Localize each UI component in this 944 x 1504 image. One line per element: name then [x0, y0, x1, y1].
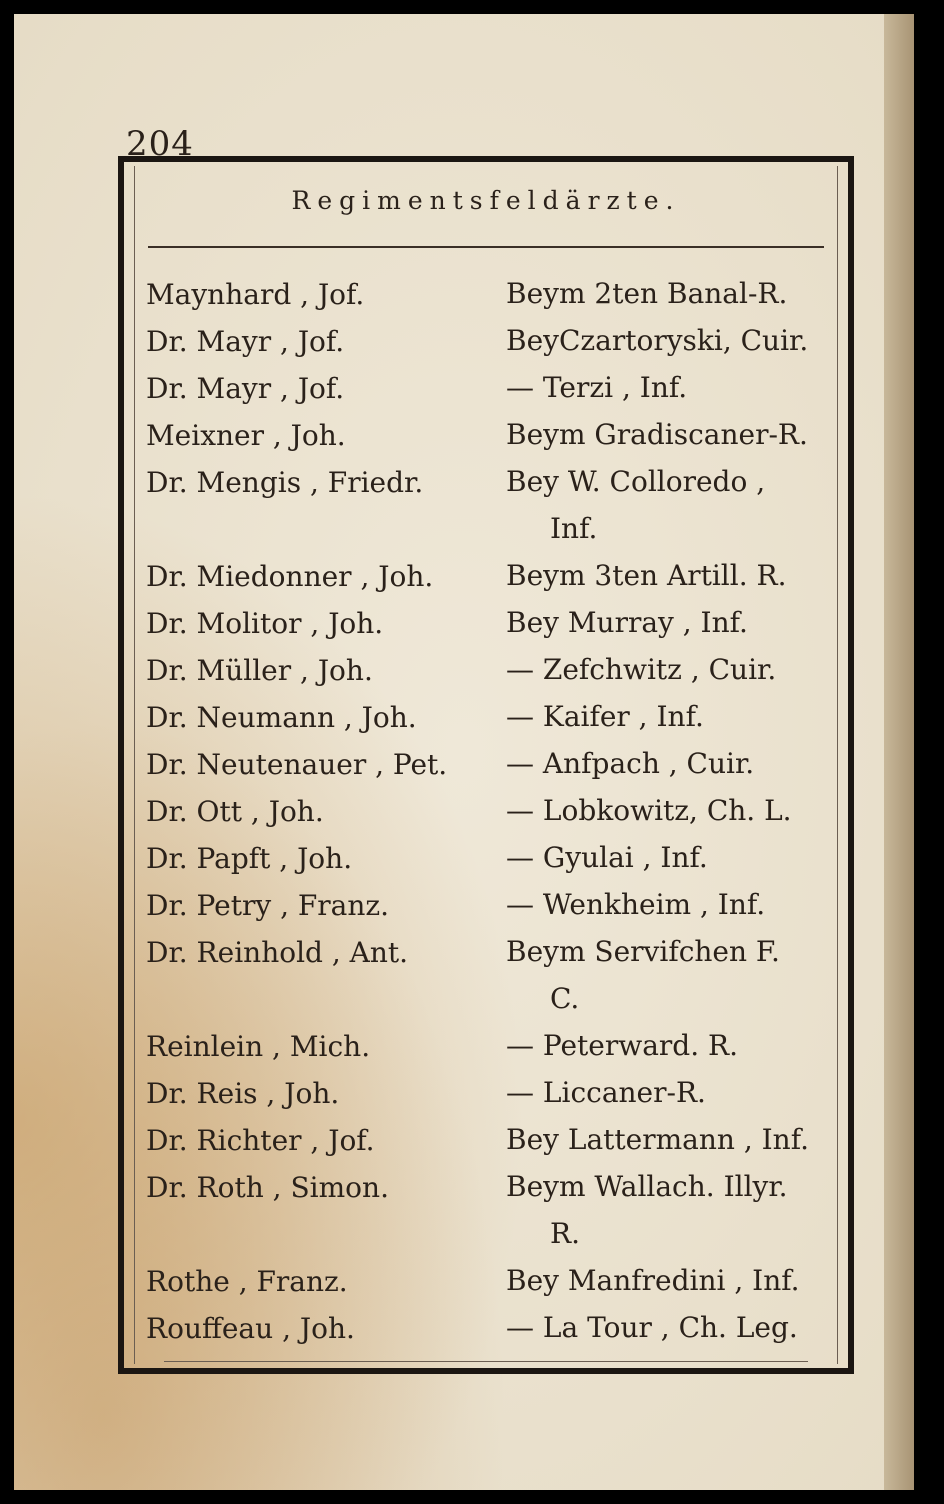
list-item: [146, 1163, 848, 1257]
list-item: [146, 411, 848, 458]
entry-unit: Beym Wallach. Illyr. R.: [506, 1163, 846, 1257]
entry-unit: — Zefchwitz , Cuir.: [506, 653, 777, 686]
list-item: [146, 834, 848, 881]
entry-unit: Beym 3ten Artill. R.: [506, 559, 787, 592]
list-item: [146, 1257, 848, 1304]
entry-name: Rothe , Franz.: [146, 1265, 348, 1298]
entry-unit: — Anfpach , Cuir.: [506, 747, 755, 780]
entry-name: Dr. Reinhold , Ant.: [146, 936, 409, 969]
entry-name: Maynhard , Jof.: [146, 278, 365, 311]
entry-unit-continuation: R.: [550, 1217, 580, 1250]
entry-unit: Bey Murray , Inf.: [506, 606, 748, 639]
entry-name: Dr. Roth , Simon.: [146, 1171, 389, 1204]
entry-name: Dr. Mayr , Jof.: [146, 372, 345, 405]
entry-name: Dr. Richter , Jof.: [146, 1124, 375, 1157]
bottom-rule: [164, 1361, 808, 1362]
entry-unit: — Lobkowitz, Ch. L.: [506, 794, 792, 827]
list-item: [146, 928, 848, 1022]
list-item: [146, 1069, 848, 1116]
entry-name: Reinlein , Mich.: [146, 1030, 371, 1063]
entry-unit: — La Tour , Ch. Leg.: [506, 1311, 798, 1344]
list-item: [146, 458, 848, 552]
entry-name: Dr. Miedonner , Joh.: [146, 560, 434, 593]
section-heading: Regimentsfeldärzte.: [291, 186, 681, 215]
entry-unit: — Kaifer , Inf.: [506, 700, 704, 733]
list-item: [146, 270, 848, 317]
entry-unit: — Peterward. R.: [506, 1029, 739, 1062]
page-number: 204: [126, 124, 194, 164]
list-item: [146, 1116, 848, 1163]
entry-unit-continuation: C.: [550, 982, 580, 1015]
entry-name: Rouffeau , Joh.: [146, 1312, 355, 1345]
entry-name: Dr. Papft , Joh.: [146, 842, 353, 875]
entry-unit: Bey Lattermann , Inf.: [506, 1123, 809, 1156]
entry-name: Meixner , Joh.: [146, 419, 346, 452]
entry-name: Dr. Ott , Joh.: [146, 795, 324, 828]
book-page: [14, 14, 914, 1490]
entry-name: Dr. Petry , Franz.: [146, 889, 390, 922]
list-item: [146, 787, 848, 834]
entry-unit: — Liccaner-R.: [506, 1076, 706, 1109]
entry-unit: Beym Servifchen F. C.: [506, 928, 846, 1022]
list-item: [146, 552, 848, 599]
table-frame: [118, 156, 854, 1374]
entry-name: Dr. Reis , Joh.: [146, 1077, 340, 1110]
heading-rule: [148, 246, 824, 248]
entry-unit: — Gyulai , Inf.: [506, 841, 708, 874]
list-item: [146, 317, 848, 364]
entry-name: Dr. Mayr , Jof.: [146, 325, 345, 358]
list-item: [146, 599, 848, 646]
entry-name: Dr. Mengis , Friedr.: [146, 466, 424, 499]
list-item: [146, 740, 848, 787]
entry-name: Dr. Müller , Joh.: [146, 654, 373, 687]
entry-unit: BeyCzartoryski, Cuir.: [506, 324, 809, 357]
list-item: [146, 1022, 848, 1069]
entry-unit: Beym 2ten Banal-R.: [506, 277, 788, 310]
entry-unit-continuation: Inf.: [550, 512, 598, 545]
entry-unit: — Terzi , Inf.: [506, 371, 688, 404]
list-item: [146, 364, 848, 411]
list-item: [146, 881, 848, 928]
entry-unit: Bey Manfredini , Inf.: [506, 1264, 800, 1297]
list-item: [146, 1304, 848, 1351]
entry-unit: Beym Gradiscaner-R.: [506, 418, 808, 451]
entry-unit: Bey W. Colloredo , Inf.: [506, 458, 846, 552]
list-item: [146, 693, 848, 740]
entry-list: [146, 270, 848, 1351]
entry-unit: — Wenkheim , Inf.: [506, 888, 766, 921]
page-edge: [884, 14, 914, 1490]
entry-name: Dr. Neumann , Joh.: [146, 701, 417, 734]
list-item: [146, 646, 848, 693]
entry-name: Dr. Molitor , Joh.: [146, 607, 384, 640]
entry-name: Dr. Neutenauer , Pet.: [146, 748, 448, 781]
